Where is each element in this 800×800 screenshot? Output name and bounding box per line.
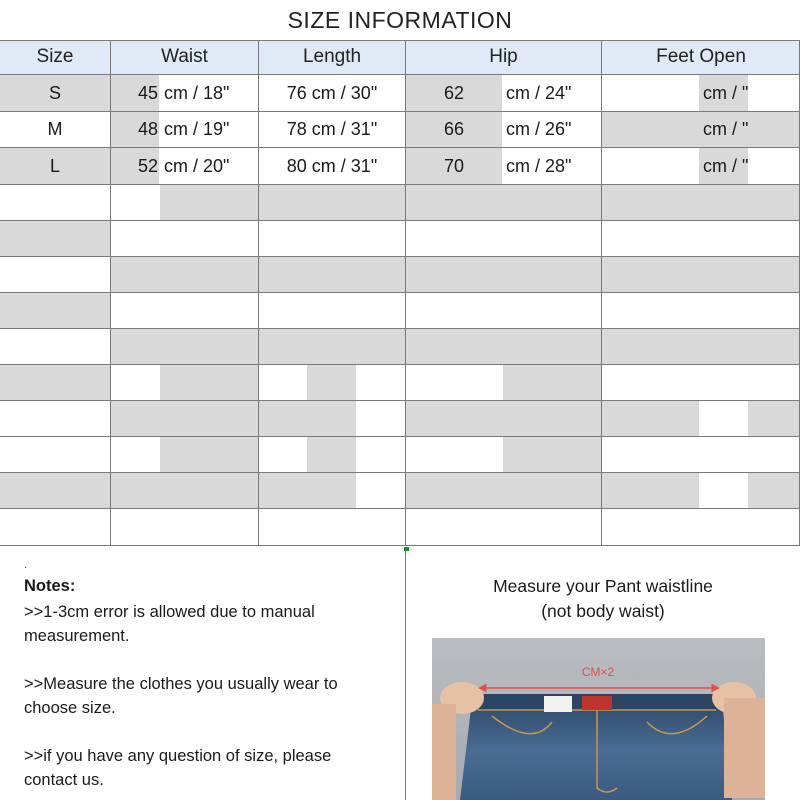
header-waist: Waist <box>111 40 258 74</box>
cell-fill <box>0 293 110 328</box>
bullet-dot: · <box>24 562 28 573</box>
cell-fill <box>748 473 800 508</box>
cell-fill <box>0 221 110 256</box>
waist-unit: cm / 20" <box>164 156 230 176</box>
cell-fill <box>0 365 110 400</box>
notes-heading: Notes: <box>24 577 76 595</box>
cell-fill <box>160 437 258 472</box>
feet-open-value: cm / " <box>703 119 749 139</box>
hip-value: 70 <box>444 156 465 176</box>
header-hip: Hip <box>406 40 601 74</box>
length-value: 80 cm / 31" <box>286 156 378 176</box>
cell-fill <box>307 365 356 400</box>
size-label: M <box>47 119 63 139</box>
cell-fill <box>160 365 258 400</box>
waist-unit: cm / 18" <box>164 83 230 103</box>
cell-fill <box>160 185 800 220</box>
waist-unit: cm / 19" <box>164 119 230 139</box>
cell-fill <box>748 401 800 436</box>
cell-fill <box>503 437 601 472</box>
length-value: 78 cm / 31" <box>286 119 378 139</box>
cell-fill <box>406 401 699 436</box>
cell-fill <box>111 329 800 364</box>
feet-open-value: cm / " <box>703 156 749 176</box>
hip-value: 66 <box>444 119 465 139</box>
page-title: SIZE INFORMATION <box>287 7 513 33</box>
length-value: 76 cm / 30" <box>286 83 378 103</box>
cell-fill <box>406 473 699 508</box>
measure-title: Measure your Pant waistline <box>493 576 713 596</box>
size-table <box>0 40 800 547</box>
hip-unit: cm / 28" <box>506 156 572 176</box>
header-feet-open: Feet Open <box>602 40 800 74</box>
header-size: Size <box>0 40 110 74</box>
cell-fill <box>111 257 800 292</box>
note-line: >>Measure the clothes you usually wear to <box>24 675 338 693</box>
note-line: >>1-3cm error is allowed due to manual <box>24 603 315 621</box>
note-line: >>if you have any question of size, please <box>24 747 332 765</box>
note-line: measurement. <box>24 627 130 645</box>
measure-subtitle: (not body waist) <box>541 601 665 621</box>
note-line: contact us. <box>24 771 104 789</box>
size-label: S <box>48 83 61 103</box>
note-line: choose size. <box>24 699 116 717</box>
cell-fill <box>0 473 356 508</box>
notes-section <box>24 574 404 792</box>
waistline-photo <box>432 638 765 800</box>
cell-marker <box>404 547 409 551</box>
hip-value: 62 <box>444 83 465 103</box>
cell-fill <box>307 437 356 472</box>
header-length: Length <box>259 40 405 74</box>
hip-unit: cm / 26" <box>506 119 572 139</box>
jeans-illustration <box>432 638 765 800</box>
size-label: L <box>49 156 60 176</box>
waist-value: 52 <box>137 156 158 176</box>
cell-fill <box>503 365 601 400</box>
feet-open-value: cm / " <box>703 83 749 103</box>
hip-unit: cm / 24" <box>506 83 572 103</box>
waist-value: 48 <box>137 119 158 139</box>
waist-value: 45 <box>137 83 158 103</box>
measure-instructions <box>406 574 800 624</box>
cell-fill <box>111 401 356 436</box>
cell-fill <box>602 112 800 147</box>
tape-label: CM×2 <box>581 665 615 679</box>
